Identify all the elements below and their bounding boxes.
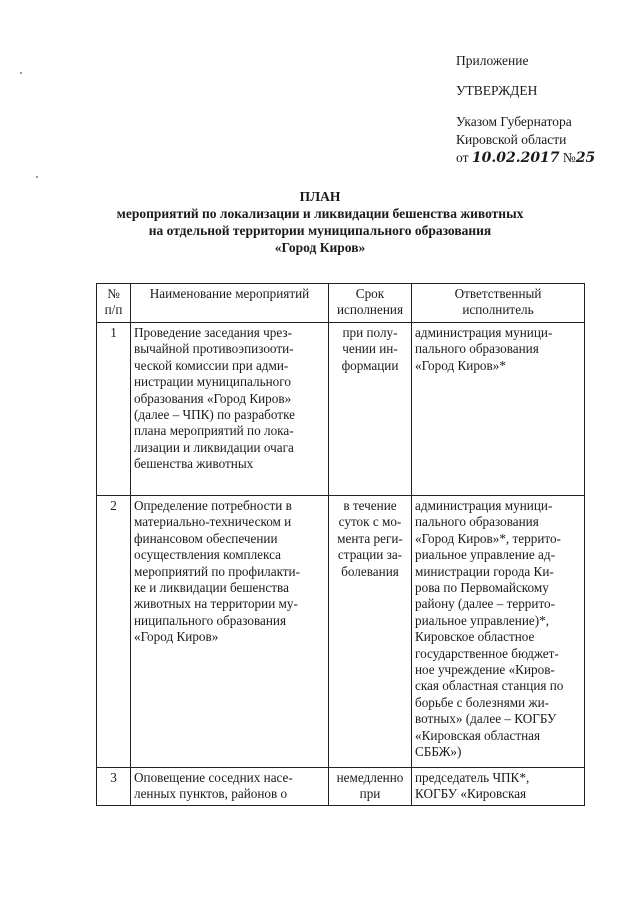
row-name-cell <box>131 768 329 806</box>
table-row <box>97 768 585 806</box>
decree-line-1: Указом Губернатора <box>456 114 572 129</box>
row-resp: администрация муници- пального образования «Город Киров»* <box>415 325 553 373</box>
row-term: в течение суток с мо- мента реги- страции за- болевания <box>337 498 403 579</box>
header-num <box>97 284 131 323</box>
header-resp-text: Ответственный исполнитель <box>454 286 542 318</box>
number-prefix: № <box>562 150 576 165</box>
handwritten-date: 10.02.2017 <box>471 150 560 166</box>
row-name: Определение потребности в материально-техническом и финансовом обеспечении осуществления комплекса мероприятий по профилакти- ке и ликвидации бешенства животных на территории му- ниципального образования «Город Киров» <box>134 498 301 645</box>
row-term-cell <box>329 323 412 496</box>
date-prefix: от <box>456 150 469 165</box>
row-term-cell <box>329 496 412 768</box>
title-line-4: «Город Киров» <box>274 240 366 255</box>
header-term-text: Срок исполнения <box>336 286 404 318</box>
header-name-text: Наименование мероприятий <box>149 286 310 301</box>
row-num-cell <box>97 768 131 806</box>
title-line-3: на отдельной территории муниципального образования <box>148 223 492 238</box>
handwritten-number: 25 <box>575 150 596 166</box>
row-resp: председатель ЧПК*, КОГБУ «Кировская <box>415 770 530 802</box>
header-num-text: № п/п <box>104 286 123 318</box>
row-name: Проведение заседания чрез- вычайной противоэпизооти- ческой комиссии при адми- нистрации муниципального образования «Город Киров» (далее – ЧПК) по разработке плана мероприятий по лока- лизации и ликвидации очага бешенства животных <box>134 325 295 472</box>
header-name <box>131 284 329 323</box>
row-term-cell <box>329 768 412 806</box>
table-header-row <box>97 284 585 323</box>
row-term: при полу- чении ин- формации <box>341 325 399 373</box>
row-num: 1 <box>110 325 117 340</box>
scan-speck <box>20 72 22 74</box>
row-name-cell <box>131 496 329 768</box>
decree-date-line <box>456 149 595 167</box>
document-title <box>100 188 540 256</box>
decree-line-2: Кировской области <box>456 132 567 147</box>
header-term <box>329 284 412 323</box>
approved-label: УТВЕРЖДЕН <box>456 83 538 98</box>
row-term: немедленно при <box>336 770 404 802</box>
row-resp: администрация муници- пального образования «Город Киров»*, террито- риальное управление ад- министрации города Ки- рова по Первомайскому району (далее – террито- риальное управление)*, Кировское областное государственное бюджет- ное учреждение «Киров- ская областная станция по борьбе с болезнями жи- вотных» (далее – КОГБУ «Кировская областная СББЖ») <box>415 498 564 760</box>
title-line-1: ПЛАН <box>299 189 341 204</box>
table-row <box>97 496 585 768</box>
scan-speck <box>36 176 38 178</box>
row-name-cell <box>131 323 329 496</box>
row-num-cell <box>97 496 131 768</box>
row-resp-cell <box>412 768 585 806</box>
row-num: 2 <box>110 498 117 513</box>
row-name: Оповещение соседних насе- ленных пунктов, районов о <box>134 770 293 802</box>
appendix-label: Приложение <box>456 53 529 68</box>
title-line-2: мероприятий по локализации и ликвидации бешенства животных <box>116 206 524 221</box>
row-resp-cell <box>412 323 585 496</box>
header-resp <box>412 284 585 323</box>
row-num: 3 <box>110 770 117 785</box>
row-resp-cell <box>412 496 585 768</box>
row-num-cell <box>97 323 131 496</box>
plan-table <box>96 283 585 806</box>
table-row <box>97 323 585 496</box>
